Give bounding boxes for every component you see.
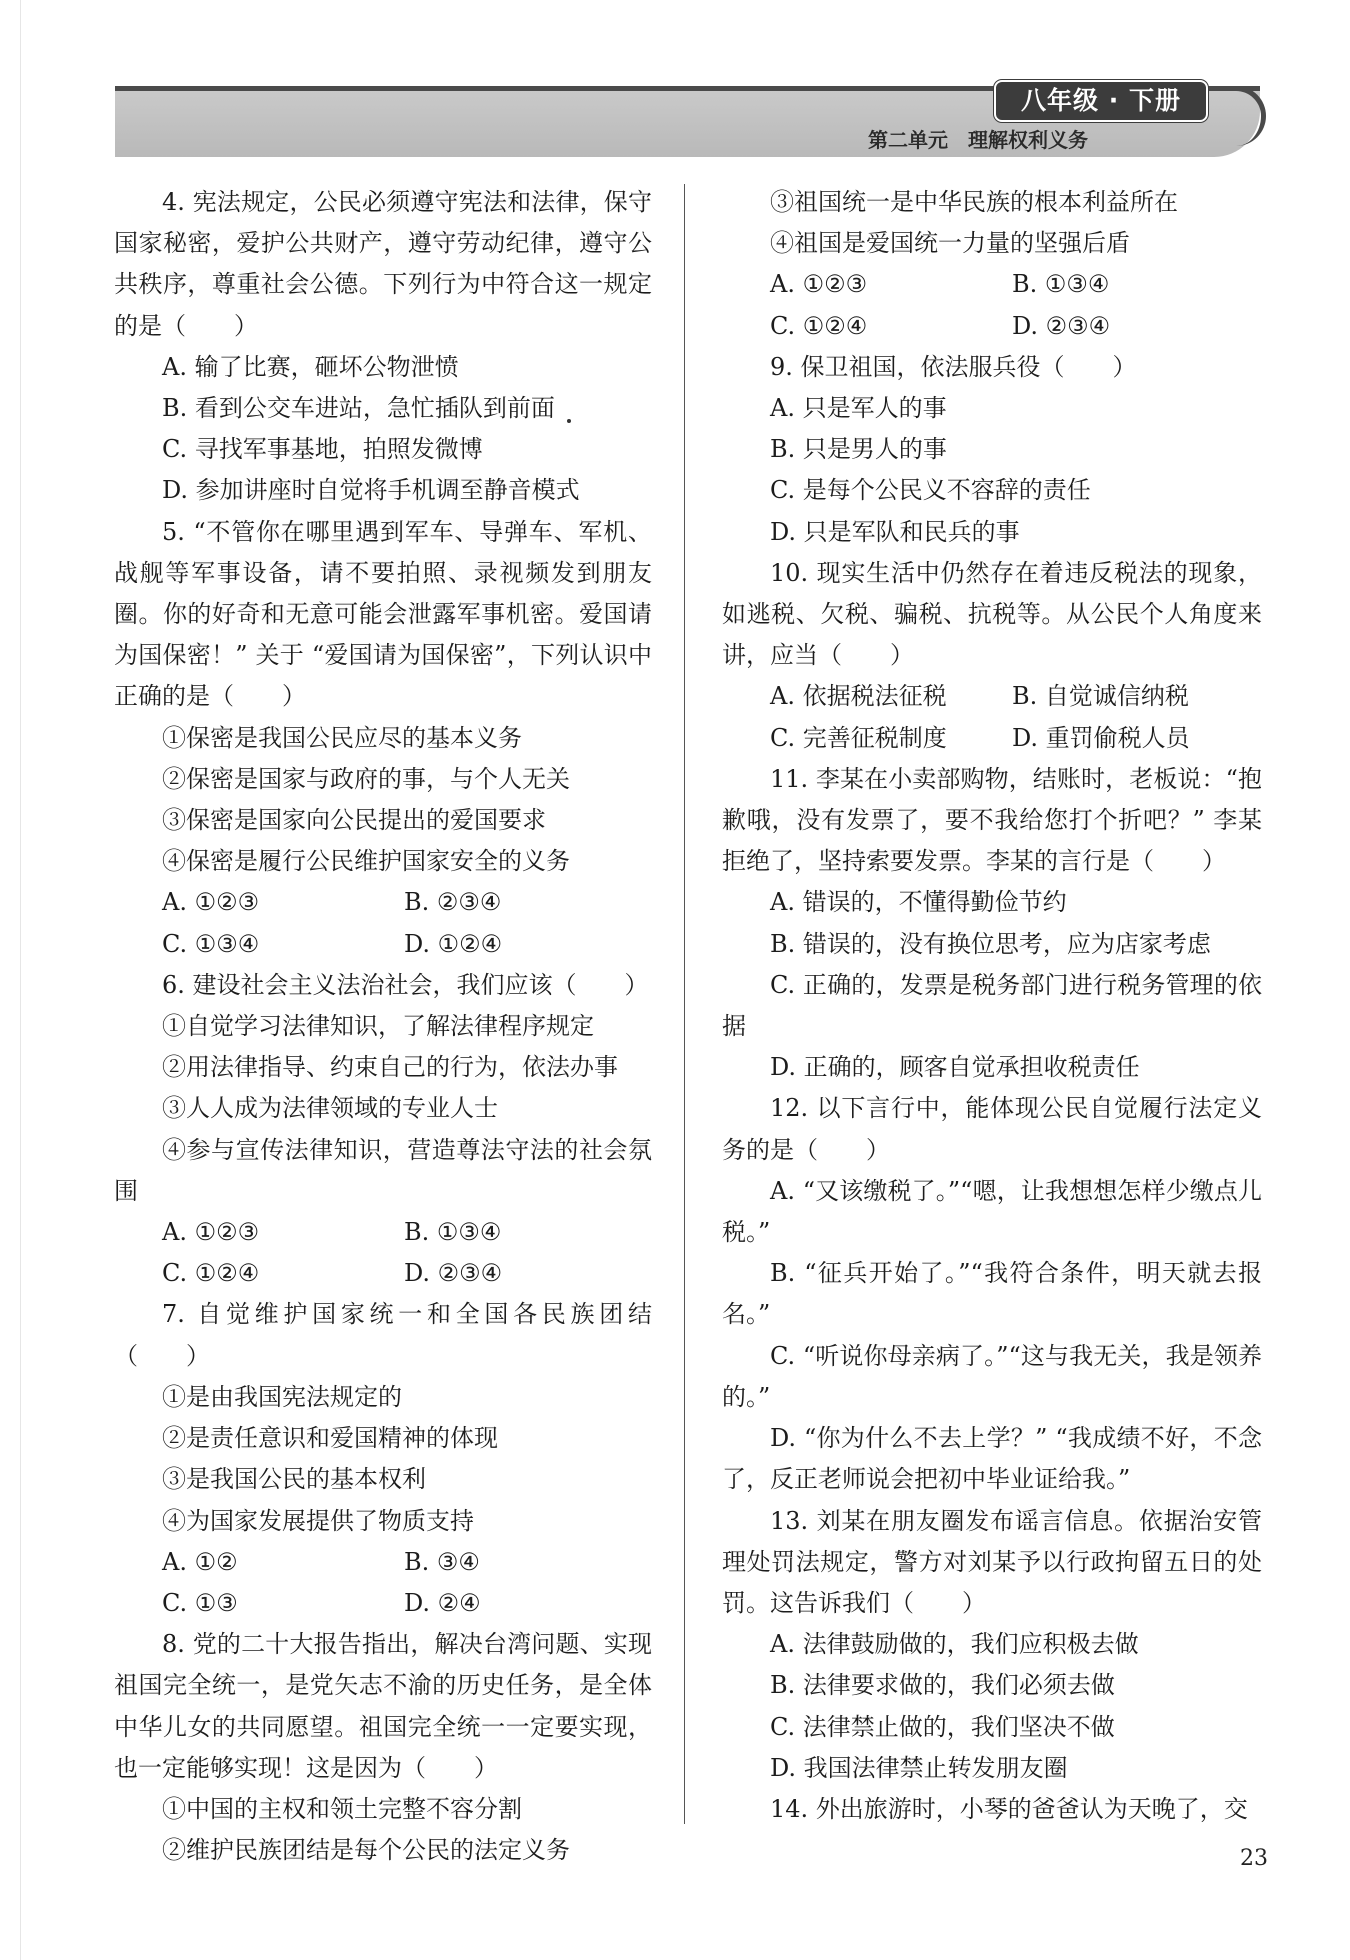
question-text: B. “征兵开始了。”“我符合条件，明天就去报名。” <box>722 1259 1262 1329</box>
question-text: ④参与宣传法律知识，营造尊法守法的社会氛围 <box>114 1135 652 1205</box>
option-text: D. 重罚偷税人员 <box>1012 723 1190 752</box>
option-text: ②是责任意识和爱国精神的体现 <box>162 1424 498 1453</box>
option-text: B. ②③④ <box>404 888 502 917</box>
option-row <box>722 264 1262 305</box>
option-text: ④祖国是爱国统一力量的坚强后盾 <box>770 229 1130 258</box>
option-row <box>114 1253 652 1294</box>
option-text: ③人人成为法律领域的专业人士 <box>162 1094 498 1123</box>
option-text: A. 输了比赛，砸坏公物泄愤 <box>162 352 459 381</box>
unit-title: 第二单元 理解权利义务 <box>868 128 1088 152</box>
option-text: D. ②④ <box>404 1588 481 1617</box>
question-text: D. “你为什么不去上学？” “我成绩不好，不念了，反正老师说会把初中毕业证给我。” <box>722 1424 1262 1494</box>
left-column <box>114 182 652 1871</box>
option-text: D. 正确的，顾客自觉承担收税责任 <box>770 1053 1140 1082</box>
question-text: C. “听说你母亲病了。”“这与我无关，我是领养的。” <box>722 1341 1262 1411</box>
option-text: A. ①②③ <box>162 888 260 917</box>
option-row <box>114 1212 652 1253</box>
option-text: B. 错误的，没有换位思考，应为店家考虑 <box>770 929 1211 958</box>
option-text: ②保密是国家与政府的事，与个人无关 <box>162 764 570 793</box>
option-row <box>114 1542 652 1583</box>
option-text: ④为国家发展提供了物质支持 <box>162 1506 474 1535</box>
question-text: 10. 现实生活中仍然存在着违反税法的现象，如逃税、欠税、骗税、抗税等。从公民个人角度来讲，应当（ ） <box>722 558 1262 670</box>
option-text: A. ①②③ <box>162 1218 260 1247</box>
question-text: 14. 外出旅游时，小琴的爸爸认为天晚了，交 <box>770 1794 1248 1823</box>
option-text: ③保密是国家向公民提出的爱国要求 <box>162 806 546 835</box>
option-text: A. 法律鼓励做的，我们应积极去做 <box>770 1630 1139 1659</box>
option-row <box>722 718 1262 759</box>
page-edge <box>20 0 21 1960</box>
option-text: ①中国的主权和领土完整不容分割 <box>162 1794 522 1823</box>
option-text: C. ①③④ <box>162 929 260 958</box>
option-text: D. ②③④ <box>1012 311 1111 340</box>
option-row <box>722 306 1262 347</box>
option-text: C. ①②④ <box>770 311 868 340</box>
question-text: 6. 建设社会主义法治社会，我们应该（ ） <box>162 970 649 999</box>
option-text: A. 依据税法征税 <box>770 682 947 711</box>
option-text: D. 只是军队和民兵的事 <box>770 517 1020 546</box>
option-text: D. 我国法律禁止转发朋友圈 <box>770 1753 1068 1782</box>
column-divider <box>684 184 685 1824</box>
option-text: A. 只是军人的事 <box>770 394 947 423</box>
option-text: ③祖国统一是中华民族的根本利益所在 <box>770 188 1178 216</box>
option-text: B. 自觉诚信纳税 <box>1012 682 1189 711</box>
option-text: ②维护民族团结是每个公民的法定义务 <box>162 1836 570 1865</box>
option-text: B. ③④ <box>404 1547 480 1576</box>
option-text: ④保密是履行公民维护国家安全的义务 <box>162 847 570 876</box>
option-text: C. ①③ <box>162 1588 238 1617</box>
option-text: C. 完善征税制度 <box>770 723 947 752</box>
question-text: 7. 自觉维护国家统一和全国各民族团结（ ） <box>114 1300 652 1370</box>
option-text: ②用法律指导、约束自己的行为，依法办事 <box>162 1053 618 1082</box>
option-text: C. 寻找军事基地，拍照发微博 <box>162 435 483 464</box>
option-text: A. ①②③ <box>770 270 868 299</box>
question-text: 11. 李某在小卖部购物，结账时，老板说：“抱歉哦，没有发票了，要不我给您打个折吧？” 李某拒绝了，坚持索要发票。李某的言行是（ ） <box>722 764 1262 876</box>
print-speck <box>567 419 571 423</box>
option-row <box>114 882 652 923</box>
option-text: B. 看到公交车进站，急忙插队到前面 <box>162 394 555 423</box>
option-text: D. ②③④ <box>404 1259 503 1288</box>
option-text: D. 参加讲座时自觉将手机调至静音模式 <box>162 476 580 505</box>
question-text: 12. 以下言行中，能体现公民自觉履行法定义务的是（ ） <box>722 1094 1262 1164</box>
option-text: A. ①② <box>162 1547 238 1576</box>
option-text: C. ①②④ <box>162 1259 260 1288</box>
option-row <box>114 1583 652 1624</box>
option-text: 9. 保卫祖国，依法服兵役（ ） <box>770 352 1137 381</box>
option-text: B. 只是男人的事 <box>770 435 947 464</box>
question-text: A. “又该缴税了。”“嗯，让我想想怎样少缴点儿税。” <box>722 1176 1262 1247</box>
option-text: ①保密是我国公民应尽的基本义务 <box>162 723 522 752</box>
option-text: C. 法律禁止做的，我们坚决不做 <box>770 1712 1115 1741</box>
option-row <box>114 924 652 965</box>
option-text: C. 是每个公民义不容辞的责任 <box>770 476 1091 505</box>
option-text: B. 法律要求做的，我们必须去做 <box>770 1671 1115 1700</box>
question-text: C. 正确的，发票是税务部门进行税务管理的依据 <box>722 970 1262 1041</box>
page-number: 23 <box>1240 1846 1268 1871</box>
question-text: 4. 宪法规定，公民必须遵守宪法和法律，保守国家秘密，爱护公共财产，遵守劳动纪律，遵守公共秩序，尊重社会公德。下列行为中符合这一规定的是（ ） <box>114 188 652 340</box>
option-text: B. ①③④ <box>404 1218 502 1247</box>
option-text: D. ①②④ <box>404 929 503 958</box>
grade-badge: 八年级 · 下册 <box>994 80 1208 122</box>
option-row <box>722 676 1262 717</box>
option-text: ①是由我国宪法规定的 <box>162 1382 402 1411</box>
option-text: B. ①③④ <box>1012 270 1110 299</box>
option-text: ③是我国公民的基本权利 <box>162 1465 426 1494</box>
question-text: 5. “不管你在哪里遇到军车、导弹车、军机、战舰等军事设备，请不要拍照、录视频发到朋友圈。你的好奇和无意可能会泄露军事机密。爱国请为国保密！” 关于 “爱国请为国保密”，下列认识中正确的是（ ） <box>114 517 652 711</box>
option-text: A. 错误的，不懂得勤俭节约 <box>770 888 1067 917</box>
question-text: 13. 刘某在朋友圈发布谣言信息。依据治安管理处罚法规定，警方对刘某予以行政拘留五日的处罚。这告诉我们（ ） <box>722 1506 1262 1617</box>
option-text: ①自觉学习法律知识，了解法律程序规定 <box>162 1012 594 1041</box>
question-text: 8. 党的二十大报告指出，解决台湾问题、实现祖国完全统一，是党矢志不渝的历史任务，是全体中华儿女的共同愿望。祖国完全统一一定要实现，也一定能够实现！这是因为（ ） <box>114 1630 652 1782</box>
right-column <box>722 182 1262 1830</box>
